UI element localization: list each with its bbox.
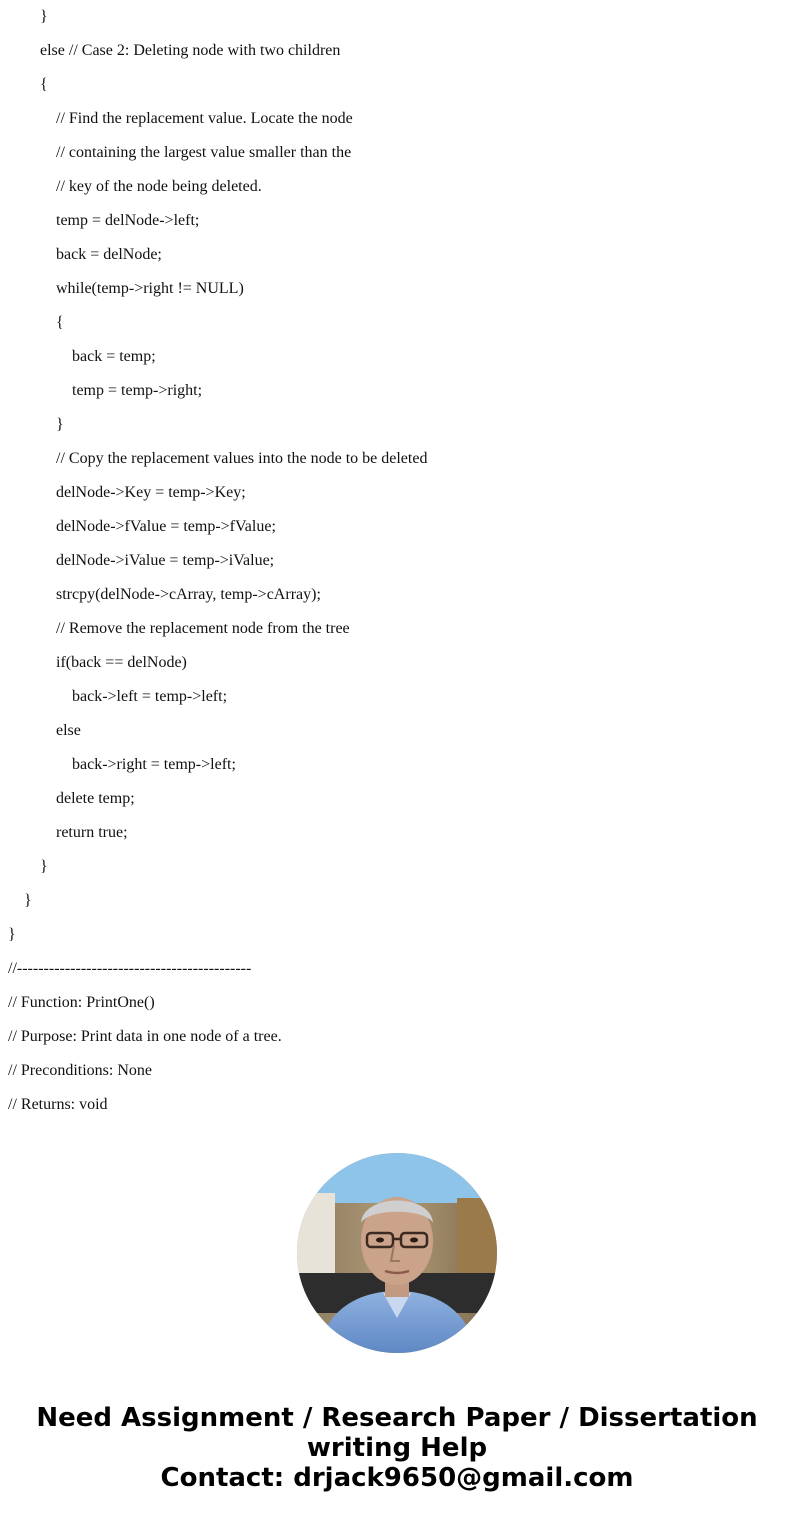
footer-banner [0, 1403, 794, 1493]
code-line: else [56, 722, 81, 739]
code-line: return true; [56, 824, 128, 841]
code-line: } [40, 8, 48, 25]
code-line: // containing the largest value smaller than the [56, 144, 352, 161]
code-line: { [40, 76, 48, 93]
code-line: // key of the node being deleted. [56, 178, 262, 195]
code-line: back->left = temp->left; [72, 688, 228, 705]
code-line: temp = temp->right; [72, 382, 203, 399]
code-line: delNode->iValue = temp->iValue; [56, 552, 275, 569]
code-line: { [56, 314, 64, 331]
code-line: // Function: PrintOne() [8, 994, 155, 1011]
code-line: temp = delNode->left; [56, 212, 200, 229]
code-line: strcpy(delNode->cArray, temp->cArray); [56, 586, 321, 603]
code-line: delNode->Key = temp->Key; [56, 484, 246, 501]
code-line: if(back == delNode) [56, 654, 187, 671]
code-line: delNode->fValue = temp->fValue; [56, 518, 276, 535]
code-line: //-------------------------------------------- [8, 960, 252, 977]
code-line: // Find the replacement value. Locate the node [56, 110, 353, 127]
code-line: } [24, 892, 32, 909]
footer-line-2: writing Help [306, 1433, 488, 1463]
code-line: // Copy the replacement values into the node to be deleted [56, 450, 428, 467]
code-line: else // Case 2: Deleting node with two children [40, 42, 341, 59]
code-line: back = temp; [72, 348, 156, 365]
code-line: // Remove the replacement node from the tree [56, 620, 350, 637]
code-line: back = delNode; [56, 246, 162, 263]
code-line: // Preconditions: None [8, 1062, 152, 1079]
footer-contact: Contact: drjack9650@gmail.com [160, 1463, 634, 1493]
code-line: delete temp; [56, 790, 135, 807]
code-line: // Purpose: Print data in one node of a tree. [8, 1028, 282, 1045]
code-line: } [8, 926, 16, 943]
code-line: } [56, 416, 64, 433]
code-line: // Returns: void [8, 1096, 108, 1113]
code-line: } [40, 858, 48, 875]
footer-line-1: Need Assignment / Research Paper / Dissertation [36, 1403, 758, 1433]
code-line: while(temp->right != NULL) [56, 280, 244, 297]
code-line: back->right = temp->left; [72, 756, 236, 773]
author-avatar [297, 1153, 497, 1353]
